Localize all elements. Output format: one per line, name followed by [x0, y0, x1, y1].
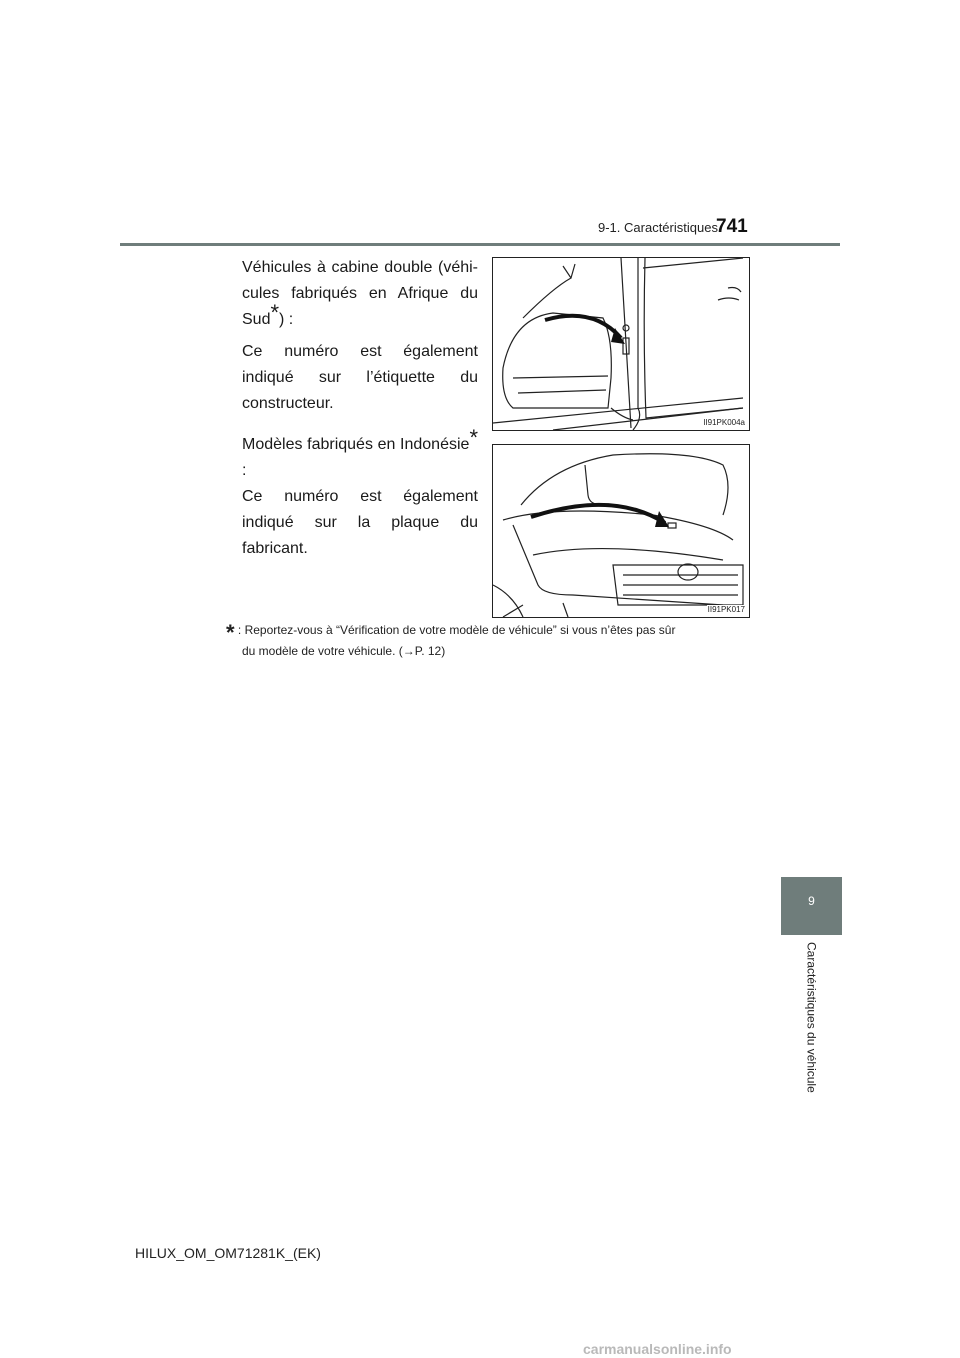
header-divider: [120, 243, 840, 246]
footnote-line-2: du modèle de votre véhicule. (→P. 12): [242, 644, 446, 658]
figure-code-2: II91PK017: [707, 605, 745, 614]
chapter-label: Caractéristiques du véhicule: [804, 942, 819, 1093]
engine-bay-drawing: [493, 445, 749, 617]
indonesia-note: Ce numéro est également indiqué sur la plaque du fabricant.: [242, 488, 478, 557]
door-pillar-illustration: [492, 257, 750, 431]
footnote-line-1: * : Reportez-vous à “Vérification de votre modèle de véhicule” si vous n’êtes pas sûr: [226, 620, 676, 645]
chapter-tab: 9: [781, 877, 842, 935]
engine-bay-illustration: [492, 444, 750, 618]
indonesia-heading: Modèles fabriqués en Indonésie* :: [242, 424, 478, 479]
watermark: carmanualsonline.info: [583, 1341, 732, 1357]
paragraph-double-cab: [242, 255, 478, 417]
section-title: 9-1. Caractéristiques: [598, 220, 718, 235]
double-cab-heading: Véhicules à cabine double (véhi- cules fabriqués en Afrique du Sud*) :: [242, 259, 478, 328]
door-pillar-drawing: [493, 258, 749, 430]
document-code: HILUX_OM_OM71281K_(EK): [135, 1245, 321, 1261]
footnote: [226, 621, 748, 660]
paragraph-indonesia: [242, 424, 478, 562]
figure-code-1: II91PK004a: [703, 418, 745, 427]
double-cab-note: Ce numéro est également indiqué sur l’étiquette du constructeur.: [242, 343, 478, 412]
page-number: 741: [716, 216, 748, 237]
